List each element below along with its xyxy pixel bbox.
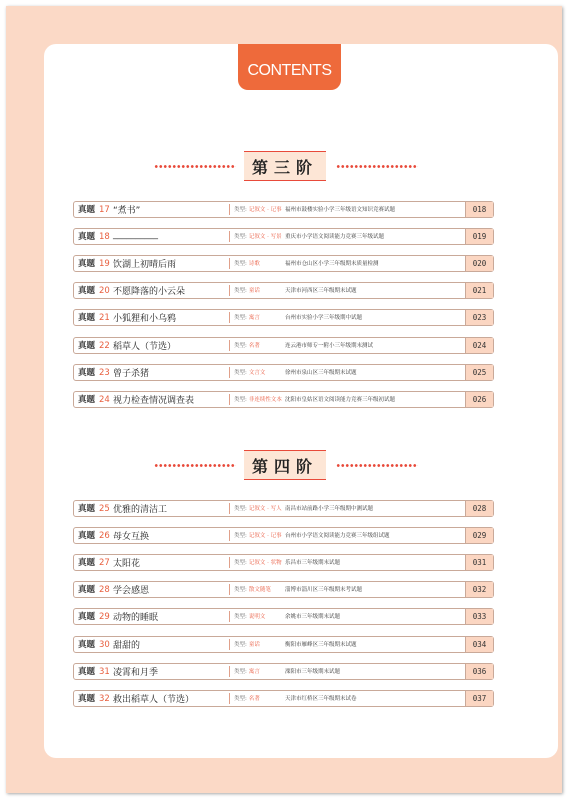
entry-label: 真题 <box>78 313 96 324</box>
entry-divider <box>229 530 230 541</box>
entry-label: 真题 <box>78 504 96 514</box>
entry-type <box>234 232 282 240</box>
type-value: 记叙文 · 记事 <box>248 533 282 540</box>
toc-entry[interactable] <box>73 554 494 571</box>
section-heading-4 <box>0 450 570 480</box>
entry-label: 真题 <box>78 639 96 650</box>
entry-divider <box>229 204 230 215</box>
entry-type <box>234 558 282 566</box>
entry-label: 真题 <box>78 232 96 243</box>
entry-page-number: 020 <box>465 256 493 271</box>
entry-source: 台州市实验小学三年级期中试题 <box>285 315 363 322</box>
entry-number <box>78 284 110 296</box>
type-value: 说明文 <box>248 614 266 621</box>
entry-label: 真题 <box>78 394 96 405</box>
entry-page-number: 029 <box>465 528 493 543</box>
entry-type <box>234 612 265 620</box>
type-value: 童话 <box>248 288 260 295</box>
entry-divider <box>229 258 230 269</box>
type-prefix: 类型: <box>234 207 247 213</box>
entry-source: 福州市仓山区小学三年级期末质量检测 <box>285 261 379 268</box>
entry-index: 19 <box>99 259 110 270</box>
entry-type <box>234 286 260 294</box>
entry-title: 小狐狸和小乌鸦 <box>113 314 177 325</box>
entry-divider <box>229 340 230 351</box>
type-prefix: 类型: <box>234 668 247 675</box>
toc-entry[interactable] <box>73 500 494 517</box>
type-prefix: 类型: <box>234 587 247 594</box>
entry-divider <box>229 367 230 378</box>
entry-index: 25 <box>99 504 110 514</box>
entry-source: 溧阳市三年级期末试题 <box>285 668 341 675</box>
type-prefix: 类型: <box>234 261 247 268</box>
entry-type <box>234 368 265 376</box>
entry-label: 真题 <box>78 286 96 297</box>
type-prefix: 类型: <box>234 614 247 621</box>
entry-source: 乐昌市三年级期末试题 <box>285 560 341 567</box>
type-prefix: 类型: <box>234 560 247 567</box>
toc-entry[interactable] <box>73 636 494 653</box>
entry-title: 救出稻草人（节选） <box>113 694 195 705</box>
entry-index: 28 <box>99 585 110 596</box>
toc-entry[interactable] <box>73 581 494 598</box>
entry-label: 真题 <box>78 531 96 542</box>
type-value: 文言文 <box>248 369 266 376</box>
entry-index: 21 <box>99 313 110 324</box>
entry-number <box>78 366 110 378</box>
toc-entry[interactable] <box>73 690 494 707</box>
toc-entry[interactable] <box>73 282 494 299</box>
entry-source: 衡阳市雁峰区三年级期末试题 <box>285 641 357 648</box>
entry-label: 真题 <box>78 340 96 351</box>
entry-number <box>78 230 110 242</box>
entry-source: 沈阳市皇姑区语文阅读能力竞赛三年级初试题 <box>285 396 396 403</box>
entry-number <box>78 339 110 351</box>
type-value: 寓言 <box>248 315 260 322</box>
type-prefix: 类型: <box>234 342 247 349</box>
heading-dots-right <box>336 464 418 467</box>
entry-divider <box>229 285 230 296</box>
entry-type <box>234 694 260 702</box>
entry-page-number: 032 <box>465 582 493 597</box>
heading-dots-right <box>336 165 418 168</box>
entry-index: 26 <box>99 531 110 542</box>
entry-index: 31 <box>99 666 110 677</box>
toc-entry[interactable] <box>73 309 494 326</box>
entry-number <box>78 257 110 269</box>
section-title: 第三阶 <box>244 151 326 181</box>
entry-page-number: 024 <box>465 338 493 353</box>
entry-page-number: 028 <box>465 501 493 516</box>
entry-title: 稻草人（节选） <box>113 341 177 352</box>
entry-type <box>234 504 282 512</box>
entry-page-number: 018 <box>465 202 493 217</box>
entry-title: __________ <box>113 230 158 241</box>
type-prefix: 类型: <box>234 315 247 322</box>
contents-tab: CONTENTS <box>238 44 341 90</box>
entry-title: 不愿降落的小云朵 <box>113 287 186 298</box>
entry-source: 重庆市小学语文阅读能力竞赛三年级试题 <box>285 234 385 241</box>
entry-page-number: 026 <box>465 392 493 407</box>
toc-entry[interactable] <box>73 201 494 218</box>
toc-entry[interactable] <box>73 663 494 680</box>
entry-title: 凌霄和月季 <box>113 667 159 678</box>
entry-index: 22 <box>99 340 110 351</box>
entry-source: 台州市小学语文阅读能力竞赛三年级组试题 <box>285 533 390 540</box>
entry-source: 南昌市站前路小学三年级期中测试题 <box>285 506 374 512</box>
entry-type <box>234 341 260 349</box>
entry-type <box>234 585 271 593</box>
toc-entry[interactable] <box>73 391 494 408</box>
entry-page-number: 023 <box>465 310 493 325</box>
entry-number <box>78 665 110 677</box>
entry-title: 动物的睡眠 <box>113 613 159 624</box>
entry-label: 真题 <box>78 612 96 623</box>
entry-page-number: 034 <box>465 637 493 652</box>
entry-label: 真题 <box>78 585 96 596</box>
type-value: 名著 <box>248 695 260 702</box>
entry-title: “煮书” <box>113 206 141 216</box>
entry-type <box>234 667 260 675</box>
entry-source: 淄博市淄川区三年级期末考试题 <box>285 587 363 594</box>
entry-label: 真题 <box>78 693 96 704</box>
entry-divider <box>229 231 230 242</box>
entry-index: 29 <box>99 612 110 623</box>
toc-entry[interactable] <box>73 255 494 272</box>
section-title: 第四阶 <box>244 450 326 480</box>
entry-number <box>78 583 110 595</box>
entry-number <box>78 556 110 568</box>
type-prefix: 类型: <box>234 369 247 376</box>
entry-page-number: 025 <box>465 365 493 380</box>
entry-title: 优雅的清洁工 <box>113 505 168 515</box>
entry-type <box>234 395 282 403</box>
entry-index: 27 <box>99 558 110 569</box>
type-prefix: 类型: <box>234 288 247 295</box>
type-prefix: 类型: <box>234 641 247 648</box>
entry-number <box>78 529 110 541</box>
entry-title: 曾子杀猪 <box>113 368 150 379</box>
entry-type <box>234 531 282 539</box>
entry-label: 真题 <box>78 666 96 677</box>
entry-title: 饮湖上初晴后雨 <box>113 260 177 271</box>
entry-divider <box>229 639 230 650</box>
entry-page-number: 031 <box>465 555 493 570</box>
entry-type <box>234 259 260 267</box>
entry-number <box>78 638 110 650</box>
entry-source: 余姚市三年级期末试题 <box>285 614 341 621</box>
entry-divider <box>229 557 230 568</box>
entry-divider <box>229 312 230 323</box>
toc-entry[interactable] <box>73 337 494 354</box>
entry-page-number: 019 <box>465 229 493 244</box>
type-prefix: 类型: <box>234 396 247 403</box>
entry-title: 母女互换 <box>113 532 150 543</box>
entry-index: 18 <box>99 232 110 243</box>
toc-entry[interactable] <box>73 364 494 381</box>
entry-type <box>234 313 260 321</box>
type-prefix: 类型: <box>234 695 247 702</box>
entry-number <box>78 311 110 323</box>
type-prefix: 类型: <box>234 506 247 512</box>
entry-source: 连云港市师专一附小三年级期末测试 <box>285 342 374 349</box>
entry-page-number: 036 <box>465 664 493 679</box>
entry-source: 天津市红桥区三年级期末试卷 <box>285 695 357 702</box>
type-value: 记叙文 · 记事 <box>248 207 282 213</box>
toc-entry[interactable] <box>73 228 494 245</box>
entry-divider <box>229 584 230 595</box>
type-value: 散文随笔 <box>248 587 271 594</box>
entry-index: 20 <box>99 286 110 297</box>
entry-page-number: 037 <box>465 691 493 706</box>
entry-index: 30 <box>99 639 110 650</box>
entry-number <box>78 203 110 215</box>
toc-entry[interactable] <box>73 608 494 625</box>
entry-type <box>234 640 260 648</box>
entry-number <box>78 692 110 704</box>
entry-divider <box>229 394 230 405</box>
entry-page-number: 033 <box>465 609 493 624</box>
type-value: 童话 <box>248 641 260 648</box>
type-value: 记叙文 · 写景 <box>248 234 282 241</box>
type-value: 非连续性文本 <box>248 396 282 403</box>
section-heading-3 <box>0 151 570 181</box>
toc-entry[interactable] <box>73 527 494 544</box>
entry-index: 32 <box>99 693 110 704</box>
entry-source: 天津市河西区三年级期末试题 <box>285 288 357 295</box>
entry-source: 福州市鼓楼实验小学三年级语文知识竞赛试题 <box>285 207 396 213</box>
entry-number <box>78 393 110 405</box>
entry-title: 甜甜的 <box>113 640 141 651</box>
entry-label: 真题 <box>78 205 96 215</box>
entry-label: 真题 <box>78 367 96 378</box>
type-value: 寓言 <box>248 668 260 675</box>
entry-divider <box>229 503 230 514</box>
entry-title: 视力检查情况调查表 <box>113 395 195 406</box>
entry-source: 徐州市泉山区三年级期末试题 <box>285 369 357 376</box>
entry-divider <box>229 611 230 622</box>
entry-divider <box>229 666 230 677</box>
entry-type <box>234 205 282 213</box>
entry-number <box>78 610 110 622</box>
entry-title: 太阳花 <box>113 559 141 570</box>
type-value: 名著 <box>248 342 260 349</box>
entry-page-number: 021 <box>465 283 493 298</box>
entry-label: 真题 <box>78 558 96 569</box>
type-value: 记叙文 · 写人 <box>248 506 282 512</box>
entry-index: 24 <box>99 394 110 405</box>
entry-index: 23 <box>99 367 110 378</box>
entry-number <box>78 502 110 514</box>
entry-title: 学会感恩 <box>113 586 150 597</box>
entry-index: 17 <box>99 205 110 215</box>
type-value: 记叙文 · 状物 <box>248 560 282 567</box>
type-prefix: 类型: <box>234 533 247 540</box>
heading-dots-left <box>154 464 236 467</box>
entry-divider <box>229 693 230 704</box>
heading-dots-left <box>154 165 236 168</box>
type-value: 诗歌 <box>248 261 260 268</box>
entry-label: 真题 <box>78 259 96 270</box>
type-prefix: 类型: <box>234 234 247 241</box>
